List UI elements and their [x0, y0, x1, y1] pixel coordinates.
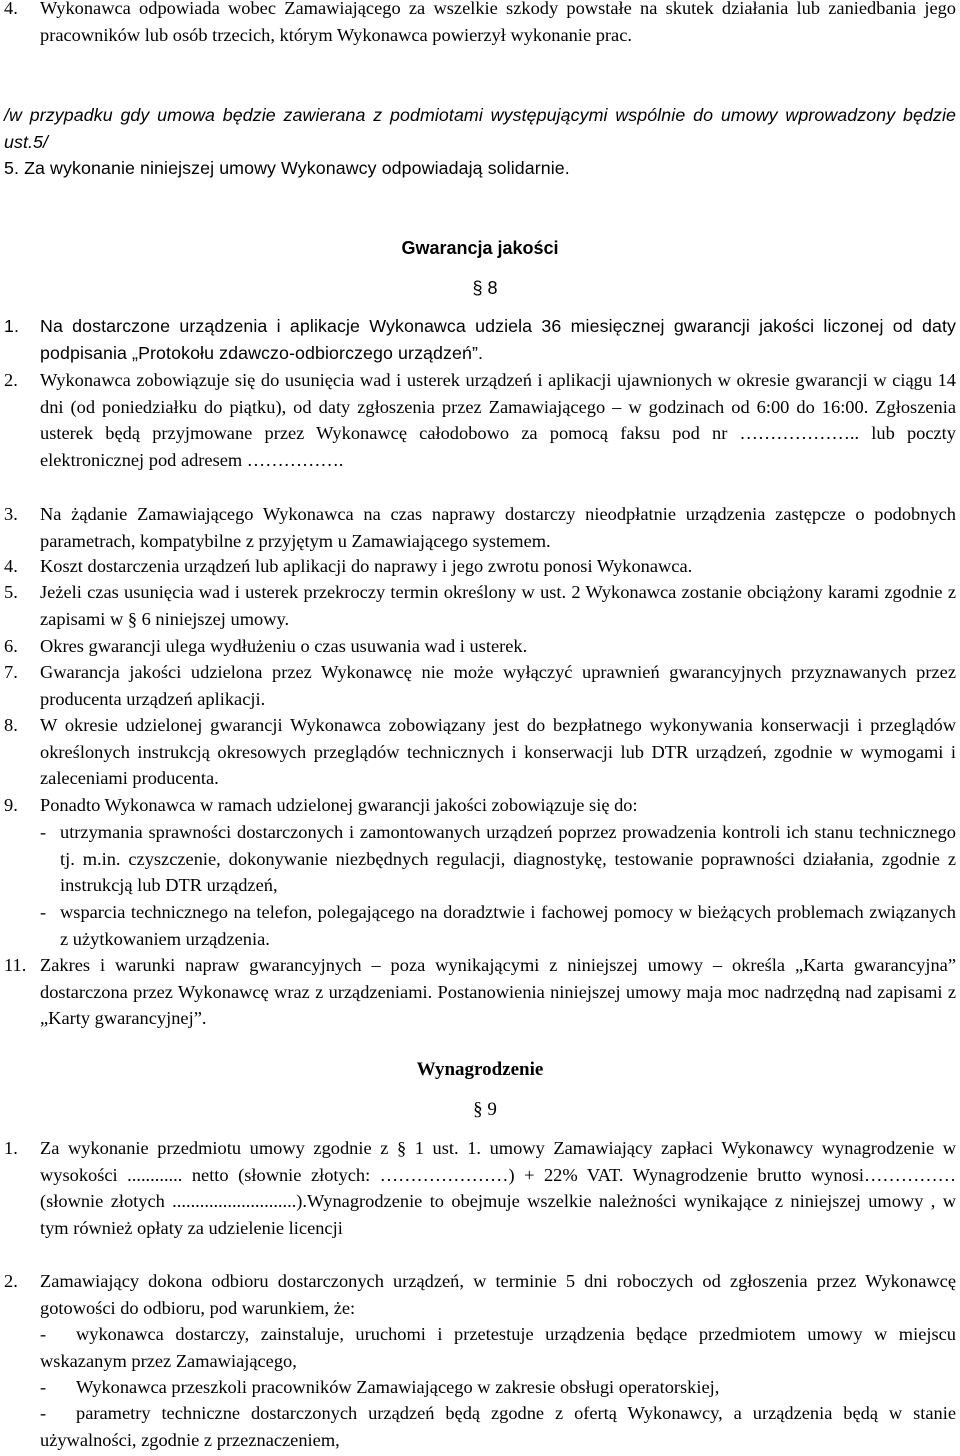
list-item [4, 579, 956, 632]
dash-item: - Wykonawca przeszkoli pracowników Zamawiającego w zakresie obsługi operatorskiej, [40, 1374, 956, 1401]
dash-item-text: wykonawca dostarczy, zainstaluje, uruchomi i przetestuje urządzenia będące przedmiotem umowy w miejscu wskazanym przez Zamawiającego, [40, 1324, 956, 1371]
item-text: Koszt dostarczenia urządzeń lub aplikacji do naprawy i jego zwrotu ponosi Wykonawca. [40, 556, 693, 576]
section-paragraph-mark: § 9 [473, 1099, 497, 1120]
item-number: 9. [4, 795, 18, 815]
item-text: Wykonawca zobowiązuje się do usunięcia wad i usterek urządzeń i aplikacji ujawnionych w okresie gwarancji w ciągu 14 dni (od poniedziałku do piątku), od daty zgłoszenia przez Zamawiającego – w godzinach od 6:00 do 16:00. Zgłoszenia usterek będą przyjmowane przez Wykonawcę całodobowo za pomocą faksu pod nr ……………….. lub poczty elektronicznej pod adresem ……………. [40, 370, 956, 470]
item-text: W okresie udzielonej gwarancji Wykonawca zobowiązany jest do bezpłatnego wykonywania konserwacji i przeglądów określonych instrukcją okresowych przeglądów technicznych i konserwacji lub DTR urządzeń, zgodnie w wymogami i zaleceniami producenta. [40, 715, 956, 788]
item-number: 7. [4, 662, 18, 682]
item-text: Na dostarczone urządzenia i aplikacje Wykonawca udziela 36 miesięcznej gwarancji jakości liczonej od daty podpisania „Protokołu zdawczo-odbiorczego urządzeń”. [40, 316, 956, 363]
item-number: 8. [4, 715, 18, 735]
dash-item-text: parametry techniczne dostarczonych urządzeń będą zgodne z ofertą Wykonawcy, a urządzenia będą w stanie używalności, zgodnie z przeznaczeniem, [40, 1403, 956, 1450]
item-number: 11. [4, 955, 27, 975]
dash-item: - wykonawca dostarczy, zainstaluje, uruchomi i przetestuje urządzenia będące przedmiotem umowy w miejscu wskazanym przez Zamawiającego, [40, 1321, 956, 1374]
item-text: Gwarancja jakości udzielona przez Wykonawcę nie może wyłączyć uprawnień gwarancyjnych przyznawanych przez producenta urządzeń aplikacji. [40, 662, 956, 709]
item-number: 1. [4, 316, 20, 336]
section-heading: Wynagrodzenie [416, 1059, 544, 1080]
list-item [4, 501, 956, 554]
list-item [4, 1135, 956, 1241]
list-item [4, 313, 956, 366]
item-text: Okres gwarancji ulega wydłużeniu o czas usuwania wad i usterek. [40, 636, 528, 656]
dash-item-text: wsparcia technicznego na telefon, polegającego na doradztwie i fachowej pomocy w bieżących problemach związanych z użytkowaniem urządzenia. [60, 902, 956, 949]
item-text: Zakres i warunki napraw gwarancyjnych – poza wynikającymi z niniejszej umowy – określa „Karta gwarancyjna” dostarczona przez Wykonawcę wraz z urządzeniami. Postanowienia niniejszej umowy maja moc nadrzędną nad zapisami z „Karty gwarancyjnej”. [40, 955, 956, 1028]
item-text: Ponadto Wykonawca w ramach udzielonej gwarancji jakości zobowiązuje się do: [40, 795, 638, 815]
list-item [4, 792, 956, 819]
dash-item: - parametry techniczne dostarczonych urządzeń będą zgodne z ofertą Wykonawcy, a urządzenia będą w stanie używalności, zgodnie z przeznaczeniem, [40, 1400, 956, 1453]
item-number: 3. [4, 504, 18, 524]
item-number: 2. [4, 1271, 18, 1291]
list-item [4, 659, 956, 712]
list-item [4, 553, 956, 580]
item-number: 4. [4, 0, 18, 18]
list-item [4, 633, 956, 660]
item-number: 5. [4, 582, 18, 602]
item-number: 6. [4, 636, 18, 656]
item-number: 2. [4, 370, 18, 390]
item-number: 4. [4, 556, 18, 576]
item-number: 1. [4, 1138, 18, 1158]
item-text: Zamawiający dokona odbioru dostarczonych urządzeń, w terminie 5 dni roboczych od zgłoszenia przez Wykonawcę gotowości do odbioru, pod warunkiem, że: [40, 1271, 956, 1318]
list-item [4, 1268, 956, 1321]
list-item [4, 712, 956, 792]
list-item: 5. Za wykonanie niniejszej umowy Wykonawcy odpowiadają solidarnie. [4, 158, 570, 178]
item-text: Wykonawca odpowiada wobec Zamawiającego za wszelkie szkody powstałe na skutek działania lub zaniedbania jego pracowników lub osób trzecich, którym Wykonawca powierzył wykonanie prac. [40, 0, 956, 45]
dash-item: - wsparcia technicznego na telefon, polegającego na doradztwie i fachowej pomocy w bieżących problemach związanych z użytkowaniem urządzenia. [40, 899, 956, 952]
note-text: /w przypadku gdy umowa będzie zawierana z podmiotami występującymi wspólnie do umowy wprowadzony będzie ust.5/ [4, 105, 956, 152]
list-item [4, 0, 956, 48]
item-text: Jeżeli czas usunięcia wad i usterek przekroczy termin określony w ust. 2 Wykonawca zostanie obciążony karami zgodnie z zapisami w § 6 niniejszej umowy. [40, 582, 956, 629]
dash-item-text: utrzymania sprawności dostarczonych i zamontowanych urządzeń poprzez prowadzenia kontroli ich stanu technicznego tj. m.in. czyszczenie, dokonywanie niezbędnych regulacji, diagnostykę, testowanie poprawności działania, zgodnie z instrukcją lub DTR urządzeń, [60, 822, 956, 895]
item-text: Za wykonanie przedmiotu umowy zgodnie z § 1 ust. 1. umowy Zamawiający zapłaci Wykonawcy wynagrodzenie w wysokości ............ netto (słownie złotych: …………………) + 22% VAT. Wynagrodzenie brutto wynosi……………(słownie złotych ...........................).Wynagrodzenie to obejmuje wszelkie należności wynikające z niniejszej umowy , w tym również opłaty za udzielenie licencji [40, 1138, 956, 1238]
list-item [4, 952, 956, 1032]
dash-item-text: Wykonawca przeszkoli pracowników Zamawiającego w zakresie obsługi operatorskiej, [76, 1377, 720, 1397]
section-heading: Gwarancja jakości [401, 238, 559, 258]
dash-item: - utrzymania sprawności dostarczonych i zamontowanych urządzeń poprzez prowadzenia kontroli ich stanu technicznego tj. m.in. czyszczenie, dokonywanie niezbędnych regulacji, diagnostykę, testowanie poprawności działania, zgodnie z instrukcją lub DTR urządzeń, [40, 819, 956, 899]
section-paragraph-mark: § 8 [472, 278, 498, 298]
list-item [4, 367, 956, 473]
item-text: Na żądanie Zamawiającego Wykonawca na czas naprawy dostarczy nieodpłatnie urządzenia zastępcze o podobnych parametrach, kompatybilne z przyjętym u Zamawiającego systemem. [40, 504, 956, 551]
